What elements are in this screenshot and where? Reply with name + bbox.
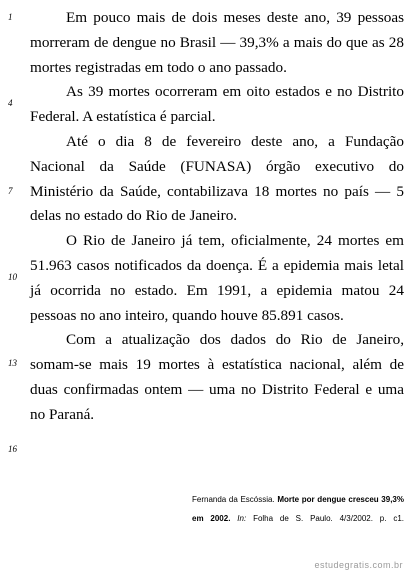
watermark-text: estudegratis.com.br xyxy=(314,560,403,570)
line-number-4: 4 xyxy=(8,98,13,108)
line-number-10: 10 xyxy=(8,272,17,282)
line-number-13: 13 xyxy=(8,358,17,368)
line-number-1: 1 xyxy=(8,12,13,22)
paragraph-3: Até o dia 8 de fevereiro deste ano, a Fundação Nacional da Saúde (FUNASA) órgão executivo do Ministério da Saúde, contabilizava 18 mortes no país — 5 delas no estado do Rio de Janeiro. xyxy=(30,132,404,225)
paragraph-1: Em pouco mais de dois meses deste ano, 39 pessoas morreram de dengue no Brasil — 39,3% a mais do que as 28 mortes registradas em todo o ano passado. xyxy=(30,9,404,76)
line-number-7: 7 xyxy=(8,186,13,196)
paragraph-2: As 39 mortes ocorreram em oito estados e no Distrito Federal. A estatística é parcial. xyxy=(30,83,404,126)
source-title: Morte por dengue cresceu 39,3% em 2002. xyxy=(192,495,404,523)
paragraph-4: O Rio de Janeiro já tem, oficialmente, 24 mortes em 51.963 casos notificados da doença. É a epidemia mais letal já ocorrida no estado. Em 1991, a epidemia matou 24 pessoas no ano inteiro, quando houve 85.891 casos. xyxy=(30,232,404,324)
article-body xyxy=(30,6,404,428)
source-in-label: In: xyxy=(237,514,247,523)
line-number-16: 16 xyxy=(8,444,17,454)
source-citation xyxy=(192,490,404,528)
source-author: Fernanda da Escóssia. xyxy=(192,495,275,504)
source-publication: Folha de S. Paulo. 4/3/2002. p. c1. xyxy=(253,514,404,523)
paragraph-5: Com a atualização dos dados do Rio de Janeiro, somam-se mais 19 mortes à estatística nacional, além de duas confirmadas ontem — uma no Distrito Federal e uma no Paraná. xyxy=(30,331,404,423)
